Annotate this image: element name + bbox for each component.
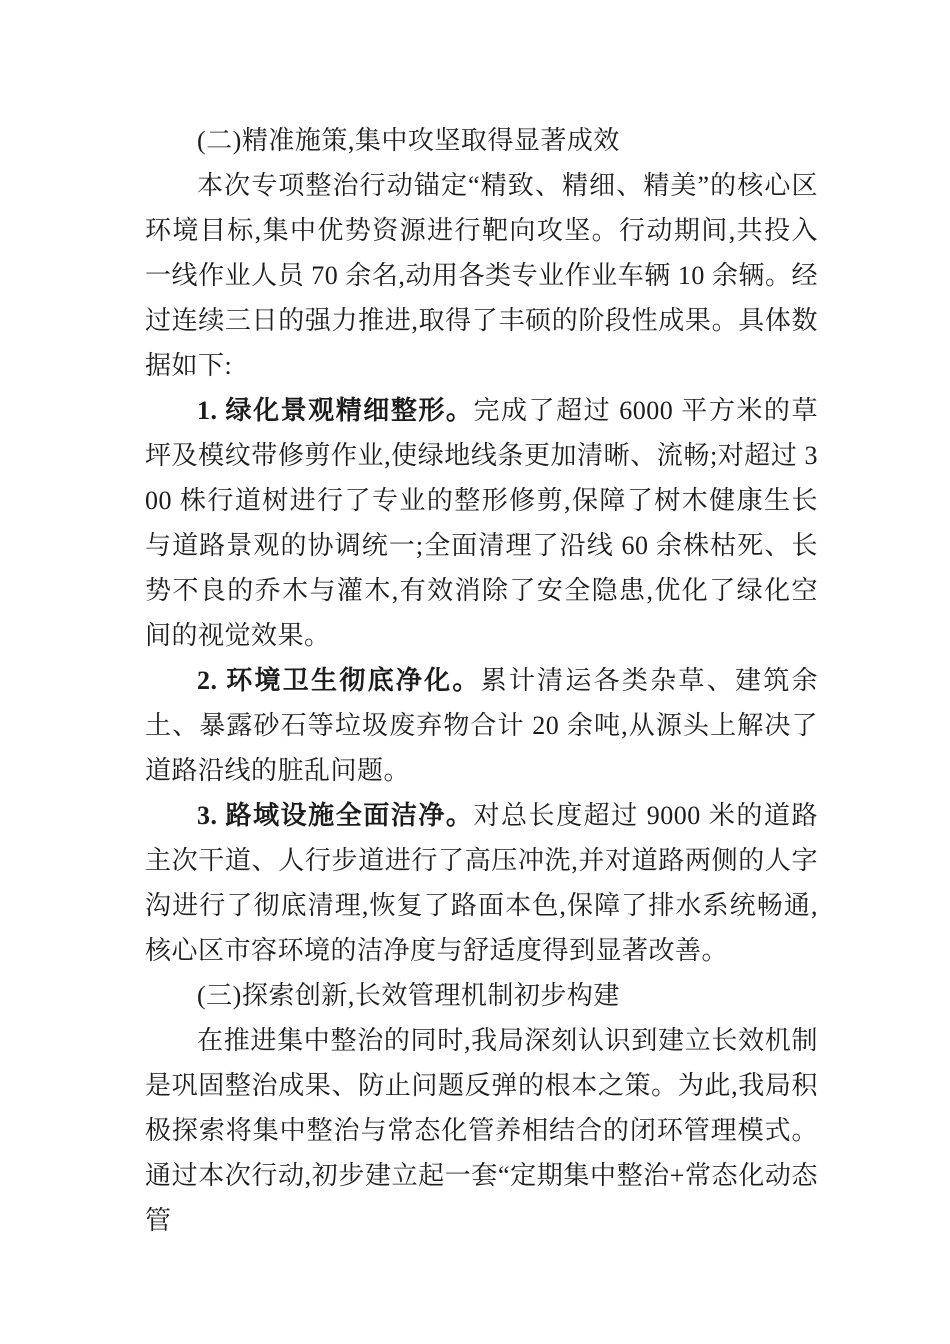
list-item-3-lead: 3. 路域设施全面洁净。 (197, 801, 474, 830)
list-item-2 (145, 658, 818, 793)
section-2-intro-paragraph: 本次专项整治行动锚定“精致、精细、精美”的核心区环境目标,集中优势资源进行靶向攻坚。行动期间,共投入一线作业人员 70 余名,动用各类专业作业车辆 10 余辆。经过连续三日的强力推进,取得了丰硕的阶段性成果。具体数据如下: (145, 171, 818, 380)
document-body (145, 118, 818, 1243)
list-item-1-body: 完成了超过 6000 平方米的草坪及模纹带修剪作业,使绿地线条更加清晰、流畅;对超过 300 株行道树进行了专业的整形修剪,保障了树木健康生长与道路景观的协调统一;全面清理了沿线 60 余株枯死、长势不良的乔木与灌木,有效消除了安全隐患,优化了绿化空间的视觉效果。 (145, 396, 818, 650)
section-3-heading: (三)探索创新,长效管理机制初步构建 (197, 981, 620, 1010)
section-2-heading: (二)精准施策,集中攻坚取得显著成效 (197, 126, 620, 155)
list-item-2-body: 累计清运各类杂草、建筑余土、暴露砂石等垃圾废弃物合计 20 余吨,从源头上解决了道路沿线的脏乱问题。 (145, 666, 818, 785)
list-item-3 (145, 793, 818, 973)
section-3-paragraph: 在推进集中整治的同时,我局深刻认识到建立长效机制是巩固整治成果、防止问题反弹的根本之策。为此,我局积极探索将集中整治与常态化管养相结合的闭环管理模式。通过本次行动,初步建立起一套“定期集中整治+常态化动态管 (145, 1026, 818, 1235)
list-item-2-lead: 2. 环境卫生彻底净化。 (197, 666, 481, 695)
list-item-1 (145, 388, 818, 658)
list-item-1-lead: 1. 绿化景观精细整形。 (197, 396, 474, 425)
list-item-3-body: 对总长度超过 9000 米的道路主次干道、人行步道进行了高压冲洗,并对道路两侧的人字沟进行了彻底清理,恢复了路面本色,保障了排水系统畅通,核心区市容环境的洁净度与舒适度得到显著改善。 (145, 801, 818, 965)
